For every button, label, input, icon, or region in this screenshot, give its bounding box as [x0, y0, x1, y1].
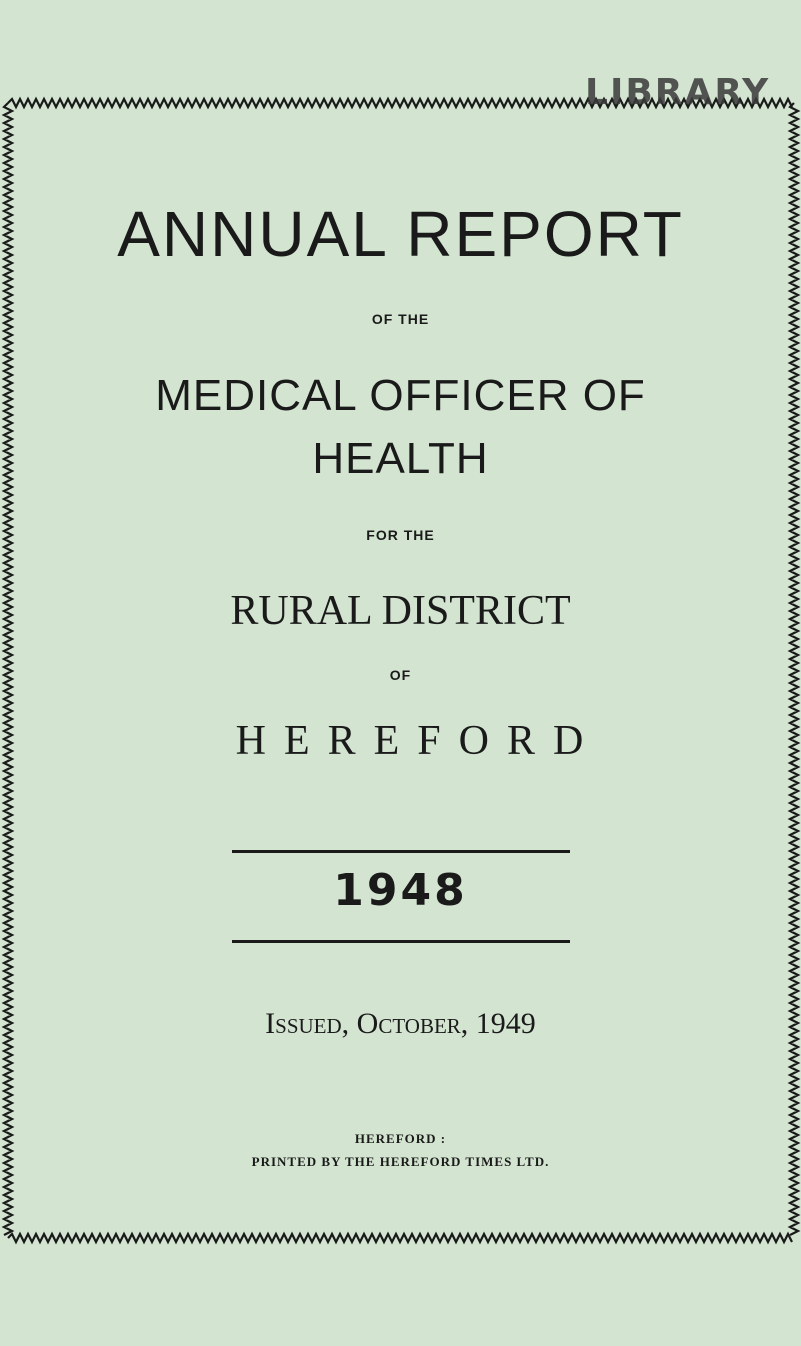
printer-city: HEREFORD :: [354, 1131, 447, 1146]
health-heading: HEALTH: [312, 434, 489, 483]
divider-rule-bottom: [232, 940, 570, 943]
rural-district-heading: RURAL DISTRICT: [230, 588, 571, 634]
of-label: OF: [389, 667, 412, 683]
for-the-label: FOR THE: [366, 527, 435, 543]
of-the-label: OF THE: [371, 311, 430, 327]
report-year: 1948: [333, 865, 468, 916]
issued-date: Issued, October, 1949: [265, 1007, 536, 1040]
divider-rule-top: [232, 850, 570, 853]
hereford-heading: HEREFORD: [235, 718, 602, 764]
library-stamp: LIBRARY: [585, 72, 771, 113]
medical-officer-heading: MEDICAL OFFICER OF: [155, 371, 646, 420]
report-title: ANNUAL REPORT: [117, 198, 684, 270]
printer-credit: PRINTED BY THE HEREFORD TIMES LTD.: [251, 1154, 550, 1169]
